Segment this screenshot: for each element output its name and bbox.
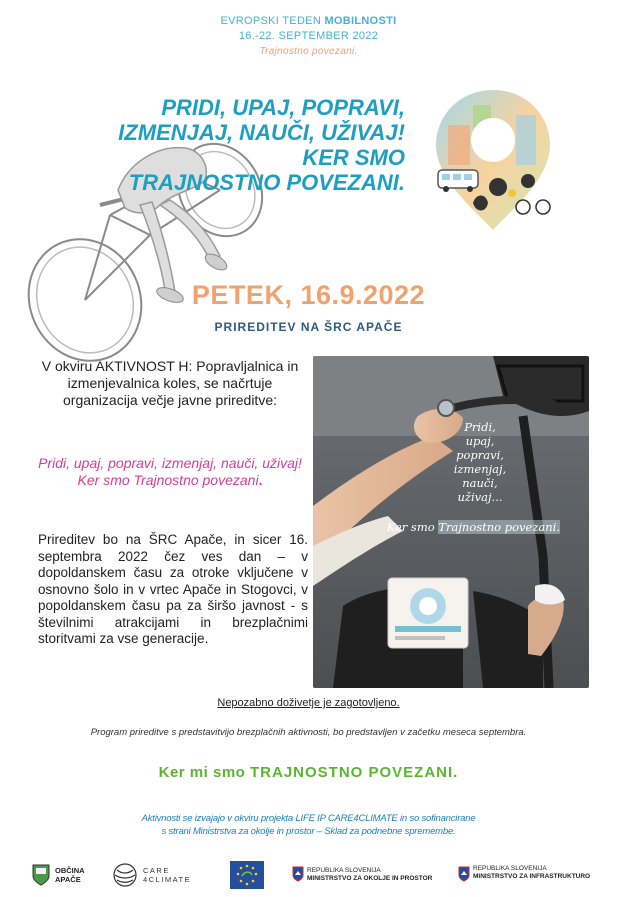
guarantee-text: Nepozabno doživetje je zagotovljeno. [217, 697, 400, 709]
pink-slogan-dot: . [258, 472, 263, 488]
mop-label [307, 867, 432, 883]
photo-strip-b: Trajnostno povezani. [438, 520, 560, 534]
photo-line-2: upaj, [465, 434, 495, 448]
obcina-apace-crest-icon [32, 864, 50, 886]
funding-line-2: s strani Ministrstva za okolje in prostor – Sklad za podnebne spremembe. [161, 826, 456, 837]
pink-slogan-text [38, 455, 302, 489]
green-slogan [0, 764, 617, 781]
photo-line-1: Pridi, [464, 420, 496, 434]
event-date-title: PETEK, 16.9.2022 [191, 280, 426, 310]
slovenia-coat-of-arms-icon-2 [458, 866, 470, 882]
photo-overlay-strip [360, 519, 560, 535]
green-slogan-b: TRAJNOSTNO POVEZANI. [250, 764, 459, 781]
header-tagline: Trajnostno povezani. [259, 46, 358, 57]
mobility-week-pin-logo [428, 85, 558, 235]
photo-strip-a: Ker smo [386, 520, 439, 534]
header-line1-a: EVROPSKI TEDEN [220, 15, 322, 27]
funding-line-1: Aktivnosti se izvajajo v okviru projekta LIFE IP CARE4CLIMATE in so sofinancirane [141, 813, 476, 824]
header-line1-b: MOBILNOSTI [324, 15, 397, 27]
intro-paragraph: V okviru AKTIVNOST H: Popravljalnica in izmenjevalnica koles, se načrtuje organizacija večje javne prireditve: [41, 358, 299, 408]
pink-slogan-body: Pridi, upaj, popravi, izmenjaj, nauči, uživaj! Ker smo Trajnostno povezani [38, 455, 302, 488]
mzi-label [473, 865, 590, 881]
photo-line-5: nauči, [462, 476, 498, 490]
care-label-1: CARE [143, 866, 170, 875]
slogan-line-2: IZMENJAJ, NAUČI, UŽIVAJ! [118, 120, 405, 145]
slovenia-coat-of-arms-icon [292, 866, 304, 882]
event-subtitle: PRIREDITEV NA ŠRC APAČE [214, 320, 403, 334]
event-header [0, 14, 617, 59]
slogan-line-4: TRAJNOSTNO POVEZANI. [128, 170, 405, 195]
eu-life-logo-icon [230, 861, 264, 889]
mzi-label-2: MINISTRSTVO ZA INFRASTRUKTURO [473, 873, 591, 880]
slogan-line-1: PRIDI, UPAJ, POPRAVI, [161, 95, 405, 120]
photo-line-3: popravi, [456, 448, 504, 462]
program-note: Program prireditve s predstavitvijo brezplačnih aktivnosti, bo predstavljen v začetku meseca septembra. [90, 727, 527, 738]
photo-line-6: uživaj... [457, 490, 503, 504]
obcina-apace-label [55, 866, 85, 884]
mzi-label-1: REPUBLIKA SLOVENIJA [473, 865, 547, 872]
funding-note [0, 812, 617, 838]
mop-label-2: MINISTRSTVO ZA OKOLJE IN PROSTOR [307, 875, 433, 882]
event-description: Prireditev bo na ŠRC Apače, in sicer 16. septembra 2022 čez ves dan – v dopoldanskem času za otroke vključene v osnovno šolo in v vrtec Apače in Stogovci, v popoldanskem času pa za širšo javnost - s številnimi atrakcijami in brezplačnimi storitvami za vse generacije. [38, 532, 308, 646]
mop-label-1: REPUBLIKA SLOVENIJA [307, 867, 381, 874]
photo-line-4: izmenjaj, [453, 462, 507, 476]
partner-logos-row [0, 858, 617, 892]
care4climate-logo-icon [112, 862, 138, 888]
main-slogan [55, 95, 405, 195]
slogan-line-3: KER SMO [302, 145, 405, 170]
green-slogan-a: Ker mi smo [158, 764, 246, 781]
obcina-label-2: APAČE [55, 875, 81, 884]
photo-overlay-text [400, 420, 560, 504]
care-label-2: 4CLIMATE [143, 875, 192, 884]
obcina-label-1: OBČINA [55, 866, 85, 875]
care4climate-label [143, 866, 191, 884]
header-dates: 16.-22. SEPTEMBER 2022 [238, 30, 379, 42]
